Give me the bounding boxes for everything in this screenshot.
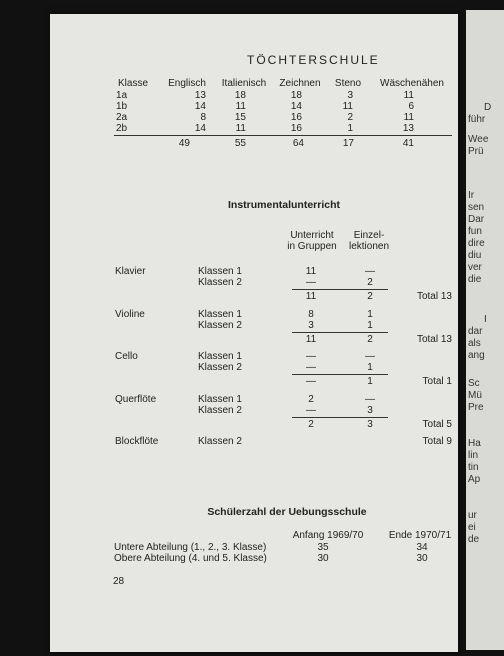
instr-heading: Instrumentalunterricht bbox=[227, 199, 340, 211]
schueler-col2: Ende 1970/71 bbox=[388, 530, 452, 541]
schueler-val-start: 35 bbox=[317, 542, 329, 553]
instr-sum-line bbox=[292, 417, 388, 418]
instr-total: Total 13 bbox=[416, 291, 452, 302]
table1-cell: 1 bbox=[347, 123, 353, 134]
table1-cell: 16 bbox=[290, 112, 302, 123]
schueler-col1: Anfang 1969/70 bbox=[292, 530, 364, 541]
table1-cell: 15 bbox=[234, 112, 246, 123]
instr-group-value: — bbox=[306, 405, 316, 416]
page-title: TÖCHTERSCHULE bbox=[247, 53, 380, 67]
table1-cell: 1b bbox=[116, 101, 128, 112]
instr-sum-single: 2 bbox=[367, 291, 373, 302]
table1-header: Wäschenähen bbox=[380, 78, 444, 89]
instr-single-value: 1 bbox=[367, 309, 373, 320]
instr-class-label: Klassen 2 bbox=[198, 277, 242, 288]
adjacent-page-fragment: Ir bbox=[468, 190, 475, 201]
instr-class-label: Klassen 2 bbox=[198, 405, 242, 416]
adjacent-page-fragment: Wee bbox=[468, 134, 489, 145]
adjacent-page-fragment: de bbox=[468, 534, 480, 545]
instr-sum-single: 1 bbox=[367, 376, 373, 387]
instr-col1-line1: Unterricht bbox=[290, 230, 334, 241]
table1-total: 17 bbox=[342, 138, 354, 149]
instr-sum-group: 2 bbox=[308, 419, 314, 430]
table1-sum-line bbox=[114, 135, 452, 136]
instr-class-label: Klassen 1 bbox=[198, 351, 242, 362]
table1-header: Klasse bbox=[118, 78, 149, 89]
instrument-name: Blockflöte bbox=[115, 436, 159, 447]
table1-cell: 3 bbox=[347, 90, 353, 101]
instr-col2-line1: Einzel- bbox=[353, 230, 385, 241]
table1-cell: 2b bbox=[116, 123, 128, 134]
table1-cell: 11 bbox=[403, 90, 414, 101]
instr-total: Total 9 bbox=[422, 436, 452, 447]
adjacent-page-fragment: sen bbox=[468, 202, 485, 213]
instr-single-value: — bbox=[365, 394, 375, 405]
instrument-name: Cello bbox=[115, 351, 138, 362]
instr-total: Total 5 bbox=[422, 419, 452, 430]
instr-sum-line bbox=[292, 374, 388, 375]
instr-group-value: 11 bbox=[305, 266, 317, 277]
table1-cell: 18 bbox=[290, 90, 302, 101]
instr-single-value: 2 bbox=[367, 277, 373, 288]
instr-col1-line2: in Gruppen bbox=[287, 241, 337, 252]
instr-single-value: 1 bbox=[367, 362, 373, 373]
instr-class-label: Klassen 2 bbox=[198, 362, 242, 373]
table1-total: 64 bbox=[292, 138, 304, 149]
adjacent-page-fragment: lin bbox=[468, 450, 479, 461]
adjacent-page-fragment: als bbox=[468, 338, 481, 349]
instr-total: Total 1 bbox=[422, 376, 452, 387]
instr-class-label: Klassen 2 bbox=[198, 436, 242, 447]
adjacent-page-fragment: Dar bbox=[468, 214, 485, 225]
table1-cell: 11 bbox=[342, 101, 353, 112]
table1-cell: 14 bbox=[290, 101, 302, 112]
table1-cell: 11 bbox=[235, 101, 246, 112]
instr-class-label: Klassen 1 bbox=[198, 309, 242, 320]
adjacent-page-fragment: ei bbox=[468, 522, 476, 533]
adjacent-page-fragment: tin bbox=[468, 462, 479, 473]
instr-group-value: 8 bbox=[308, 309, 314, 320]
schueler-heading: Schülerzahl der Uebungsschule bbox=[207, 506, 367, 518]
instr-sum-group: 11 bbox=[305, 334, 317, 345]
adjacent-page-edge bbox=[466, 10, 504, 650]
adjacent-page-fragment: I bbox=[484, 314, 487, 325]
adjacent-page-fragment: ang bbox=[468, 350, 485, 361]
table1-cell: 2a bbox=[116, 112, 128, 123]
adjacent-page-fragment: führ bbox=[468, 114, 486, 125]
instr-class-label: Klassen 2 bbox=[198, 320, 242, 331]
adjacent-page-fragment: Mü bbox=[468, 390, 482, 401]
instrument-name: Violine bbox=[115, 309, 145, 320]
instr-group-value: — bbox=[306, 362, 316, 373]
table1-header: Englisch bbox=[168, 78, 206, 89]
instr-sum-group: — bbox=[306, 376, 316, 387]
table1-total: 55 bbox=[234, 138, 246, 149]
adjacent-page-fragment: Ap bbox=[468, 474, 481, 485]
adjacent-page-fragment: Ha bbox=[468, 438, 481, 449]
schueler-row-label: Untere Abteilung (1., 2., 3. Klasse) bbox=[114, 542, 267, 553]
instr-sum-single: 3 bbox=[367, 419, 373, 430]
adjacent-page-fragment: die bbox=[468, 274, 482, 285]
table1-cell: 2 bbox=[347, 112, 353, 123]
instr-group-value: 3 bbox=[308, 320, 314, 331]
schueler-val-start: 30 bbox=[317, 553, 329, 564]
adjacent-page-fragment: dar bbox=[468, 326, 483, 337]
table1-header: Steno bbox=[334, 78, 362, 89]
instrument-name: Querflöte bbox=[115, 394, 157, 405]
instr-col2-line2: lektionen bbox=[348, 241, 390, 252]
instr-sum-single: 2 bbox=[367, 334, 373, 345]
instr-group-value: — bbox=[306, 277, 316, 288]
schueler-row-label: Obere Abteilung (4. und 5. Klasse) bbox=[114, 553, 267, 564]
instr-sum-line bbox=[292, 332, 388, 333]
instr-single-value: 1 bbox=[367, 320, 373, 331]
table1-cell: 13 bbox=[194, 90, 206, 101]
adjacent-page-fragment: D bbox=[484, 102, 492, 113]
instr-class-label: Klassen 1 bbox=[198, 394, 242, 405]
adjacent-page-fragment: ver bbox=[468, 262, 482, 273]
table1-cell: 16 bbox=[290, 123, 302, 134]
adjacent-page-fragment: Prü bbox=[468, 146, 484, 157]
instr-total: Total 13 bbox=[416, 334, 452, 345]
table1-total: 41 bbox=[402, 138, 414, 149]
table1-cell: 1a bbox=[116, 90, 128, 101]
schueler-val-end: 30 bbox=[416, 553, 428, 564]
table1-cell: 11 bbox=[403, 112, 414, 123]
instrument-name: Klavier bbox=[115, 266, 146, 277]
page-number: 28 bbox=[113, 576, 125, 587]
table1-cell: 11 bbox=[235, 123, 246, 134]
instr-single-value: — bbox=[365, 351, 375, 362]
table1-cell: 13 bbox=[402, 123, 414, 134]
instr-sum-group: 11 bbox=[305, 291, 317, 302]
table1-cell: 8 bbox=[200, 112, 206, 123]
table1-total: 49 bbox=[178, 138, 190, 149]
table1-header: Zeichnen bbox=[279, 78, 321, 89]
table1-cell: 14 bbox=[194, 101, 206, 112]
instr-class-label: Klassen 1 bbox=[198, 266, 242, 277]
document-page bbox=[50, 14, 458, 652]
adjacent-page-fragment: dire bbox=[468, 238, 485, 249]
instr-single-value: — bbox=[365, 266, 375, 277]
adjacent-page-fragment: ur bbox=[468, 510, 477, 521]
table1-cell: 6 bbox=[408, 101, 414, 112]
adjacent-page-fragment: Sc bbox=[468, 378, 480, 389]
adjacent-page-fragment: diu bbox=[468, 250, 482, 261]
table1-cell: 14 bbox=[194, 123, 206, 134]
adjacent-page-fragment: fun bbox=[468, 226, 482, 237]
schueler-val-end: 34 bbox=[416, 542, 428, 553]
instr-group-value: 2 bbox=[308, 394, 314, 405]
table1-cell: 18 bbox=[234, 90, 246, 101]
table1-header: Italienisch bbox=[221, 78, 267, 89]
instr-single-value: 3 bbox=[367, 405, 373, 416]
instr-sum-line bbox=[292, 289, 388, 290]
instr-group-value: — bbox=[306, 351, 316, 362]
adjacent-page-fragment: Pre bbox=[468, 402, 484, 413]
